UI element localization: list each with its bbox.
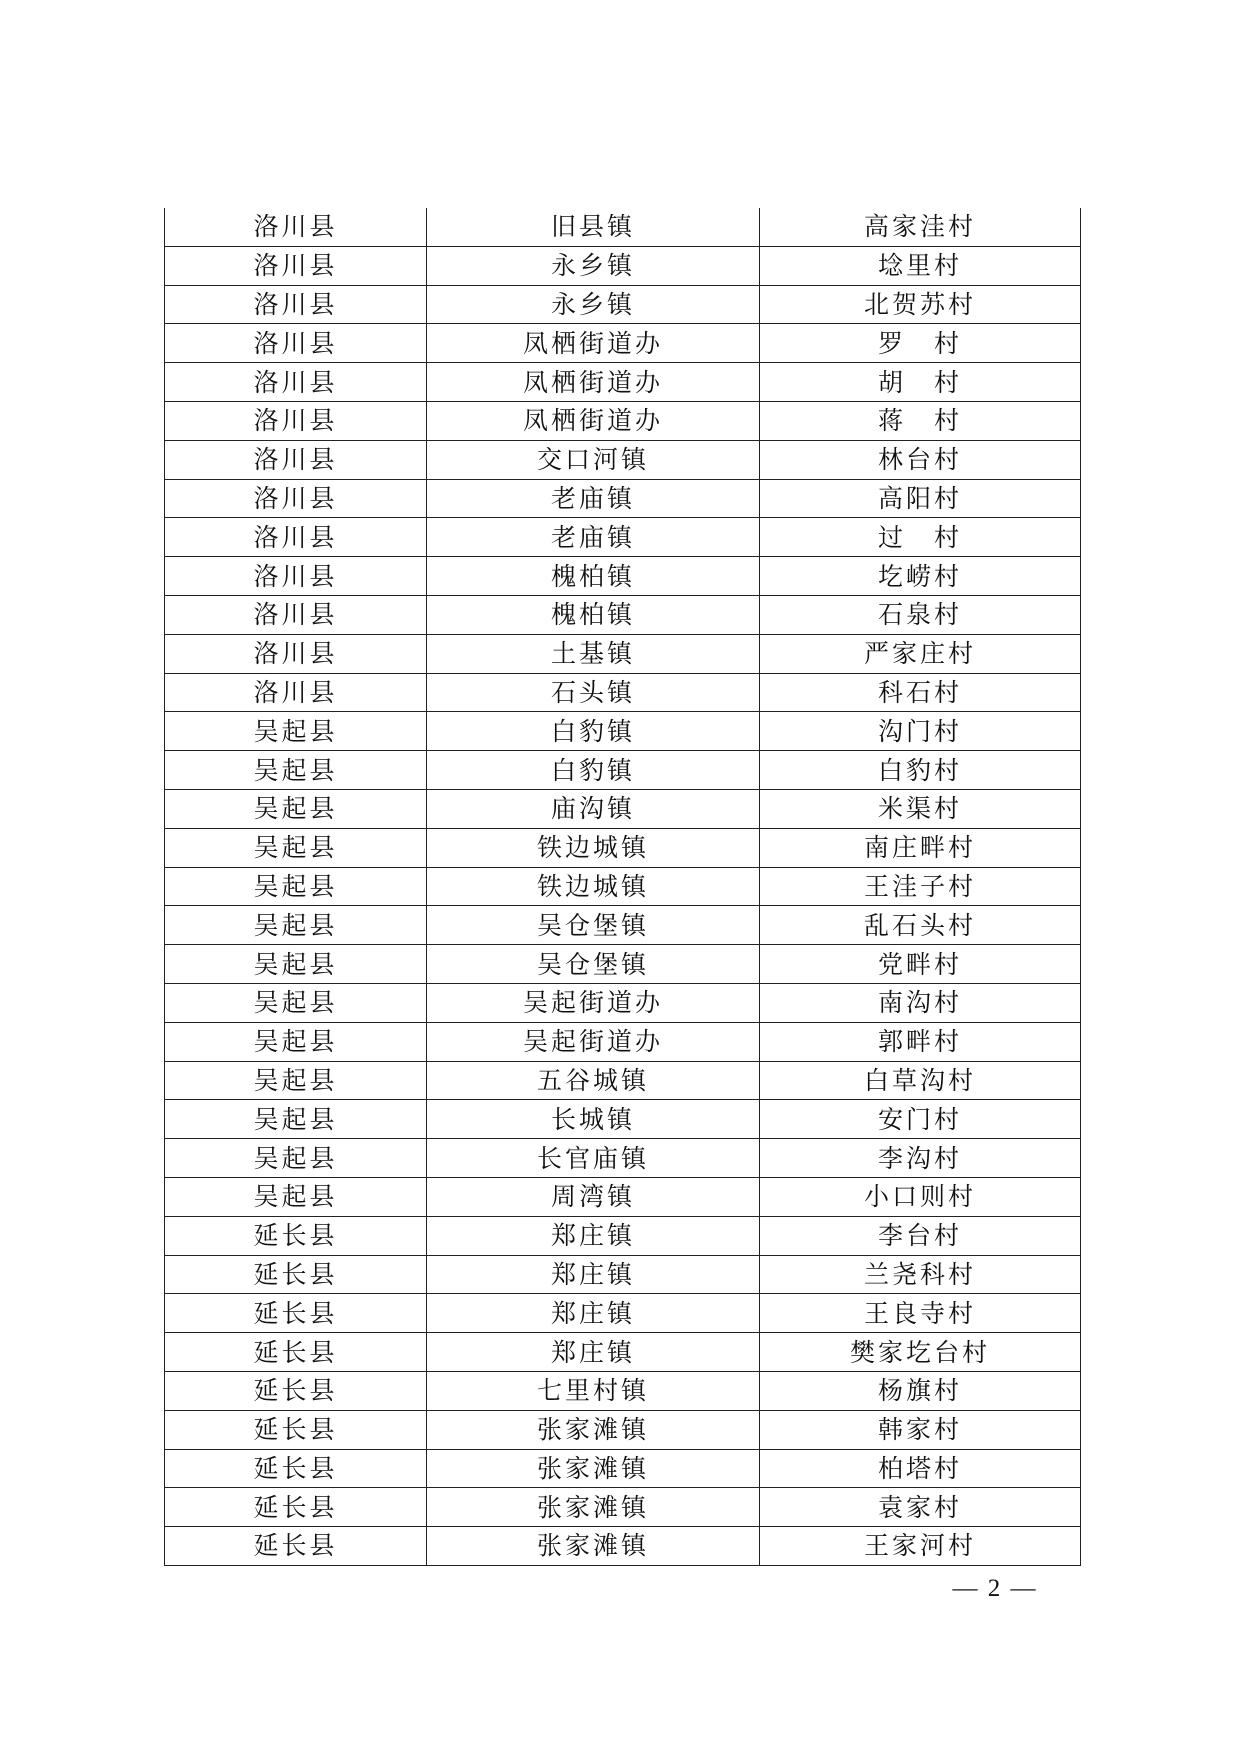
table-row <box>165 828 1081 867</box>
county-cell: 吴起县 <box>165 1177 427 1216</box>
county-cell: 延长县 <box>165 1333 427 1372</box>
table-row <box>165 1333 1081 1372</box>
village-cell: 兰尧科村 <box>760 1255 1081 1294</box>
village-cell: 石泉村 <box>760 595 1081 634</box>
village-cell: 米渠村 <box>760 789 1081 828</box>
county-cell: 延长县 <box>165 1488 427 1527</box>
village-cell: 沟门村 <box>760 712 1081 751</box>
county-cell: 延长县 <box>165 1216 427 1255</box>
town-cell: 旧县镇 <box>427 208 760 246</box>
table-row <box>165 557 1081 596</box>
county-cell: 吴起县 <box>165 1061 427 1100</box>
county-cell: 洛川县 <box>165 595 427 634</box>
table-row <box>165 246 1081 285</box>
town-cell: 周湾镇 <box>427 1177 760 1216</box>
village-cell: 严家庄村 <box>760 634 1081 673</box>
table-row <box>165 1061 1081 1100</box>
village-cell: 北贺苏村 <box>760 285 1081 324</box>
town-cell: 五谷城镇 <box>427 1061 760 1100</box>
table-row <box>165 363 1081 402</box>
table-row <box>165 1294 1081 1333</box>
table-row <box>165 673 1081 712</box>
table-row <box>165 906 1081 945</box>
county-cell: 洛川县 <box>165 440 427 479</box>
village-table-body <box>165 208 1081 1565</box>
village-cell: 小口则村 <box>760 1177 1081 1216</box>
village-cell: 蒋 村 <box>760 401 1081 440</box>
table-row <box>165 634 1081 673</box>
county-cell: 吴起县 <box>165 1139 427 1178</box>
town-cell: 张家滩镇 <box>427 1410 760 1449</box>
town-cell: 郑庄镇 <box>427 1294 760 1333</box>
county-cell: 吴起县 <box>165 712 427 751</box>
village-cell: 柏塔村 <box>760 1449 1081 1488</box>
village-cell: 南沟村 <box>760 983 1081 1022</box>
town-cell: 吴起街道办 <box>427 1022 760 1061</box>
county-cell: 吴起县 <box>165 945 427 984</box>
town-cell: 郑庄镇 <box>427 1333 760 1372</box>
village-cell: 过 村 <box>760 518 1081 557</box>
town-cell: 凤栖街道办 <box>427 363 760 402</box>
town-cell: 吴仓堡镇 <box>427 945 760 984</box>
town-cell: 长城镇 <box>427 1100 760 1139</box>
table-row <box>165 1527 1081 1566</box>
county-cell: 洛川县 <box>165 557 427 596</box>
town-cell: 铁边城镇 <box>427 828 760 867</box>
county-cell: 延长县 <box>165 1255 427 1294</box>
village-cell: 高家洼村 <box>760 208 1081 246</box>
town-cell: 永乡镇 <box>427 246 760 285</box>
town-cell: 郑庄镇 <box>427 1216 760 1255</box>
table-row <box>165 208 1081 246</box>
town-cell: 凤栖街道办 <box>427 324 760 363</box>
village-cell: 王良寺村 <box>760 1294 1081 1333</box>
village-cell: 圪崂村 <box>760 557 1081 596</box>
county-cell: 洛川县 <box>165 634 427 673</box>
town-cell: 庙沟镇 <box>427 789 760 828</box>
town-cell: 七里村镇 <box>427 1371 760 1410</box>
table-row <box>165 1488 1081 1527</box>
village-cell: 南庄畔村 <box>760 828 1081 867</box>
village-cell: 王家河村 <box>760 1527 1081 1566</box>
village-cell: 安门村 <box>760 1100 1081 1139</box>
county-cell: 吴起县 <box>165 828 427 867</box>
county-cell: 洛川县 <box>165 401 427 440</box>
village-cell: 李台村 <box>760 1216 1081 1255</box>
county-cell: 洛川县 <box>165 208 427 246</box>
table-row <box>165 1371 1081 1410</box>
town-cell: 土基镇 <box>427 634 760 673</box>
village-cell: 高阳村 <box>760 479 1081 518</box>
table-row <box>165 983 1081 1022</box>
town-cell: 槐柏镇 <box>427 557 760 596</box>
village-cell: 白豹村 <box>760 751 1081 790</box>
county-cell: 洛川县 <box>165 673 427 712</box>
village-cell: 罗 村 <box>760 324 1081 363</box>
town-cell: 张家滩镇 <box>427 1449 760 1488</box>
town-cell: 白豹镇 <box>427 712 760 751</box>
county-cell: 吴起县 <box>165 789 427 828</box>
town-cell: 吴起街道办 <box>427 983 760 1022</box>
county-cell: 吴起县 <box>165 751 427 790</box>
county-cell: 吴起县 <box>165 867 427 906</box>
county-cell: 洛川县 <box>165 363 427 402</box>
table-row <box>165 595 1081 634</box>
village-cell: 白草沟村 <box>760 1061 1081 1100</box>
county-cell: 洛川县 <box>165 479 427 518</box>
page-number: — 2 — <box>952 1575 1038 1602</box>
table-row <box>165 1177 1081 1216</box>
village-cell: 科石村 <box>760 673 1081 712</box>
town-cell: 槐柏镇 <box>427 595 760 634</box>
village-cell: 韩家村 <box>760 1410 1081 1449</box>
town-cell: 张家滩镇 <box>427 1527 760 1566</box>
county-cell: 延长县 <box>165 1527 427 1566</box>
county-cell: 延长县 <box>165 1410 427 1449</box>
village-cell: 乱石头村 <box>760 906 1081 945</box>
village-cell: 王洼子村 <box>760 867 1081 906</box>
county-cell: 延长县 <box>165 1449 427 1488</box>
county-cell: 吴起县 <box>165 983 427 1022</box>
table-row <box>165 518 1081 557</box>
village-cell: 袁家村 <box>760 1488 1081 1527</box>
table-row <box>165 789 1081 828</box>
table-row <box>165 440 1081 479</box>
town-cell: 吴仓堡镇 <box>427 906 760 945</box>
county-cell: 洛川县 <box>165 324 427 363</box>
town-cell: 永乡镇 <box>427 285 760 324</box>
town-cell: 老庙镇 <box>427 518 760 557</box>
town-cell: 铁边城镇 <box>427 867 760 906</box>
county-cell: 吴起县 <box>165 1100 427 1139</box>
county-cell: 延长县 <box>165 1294 427 1333</box>
table-row <box>165 867 1081 906</box>
village-cell: 郭畔村 <box>760 1022 1081 1061</box>
village-cell: 胡 村 <box>760 363 1081 402</box>
table-row <box>165 1139 1081 1178</box>
table-row <box>165 751 1081 790</box>
village-table <box>164 208 1081 1566</box>
town-cell: 长官庙镇 <box>427 1139 760 1178</box>
table-row <box>165 324 1081 363</box>
table-row <box>165 1216 1081 1255</box>
town-cell: 交口河镇 <box>427 440 760 479</box>
town-cell: 凤栖街道办 <box>427 401 760 440</box>
table-row <box>165 1100 1081 1139</box>
table-row <box>165 712 1081 751</box>
town-cell: 郑庄镇 <box>427 1255 760 1294</box>
town-cell: 老庙镇 <box>427 479 760 518</box>
table-row <box>165 401 1081 440</box>
table-row <box>165 1255 1081 1294</box>
town-cell: 白豹镇 <box>427 751 760 790</box>
county-cell: 洛川县 <box>165 285 427 324</box>
county-cell: 洛川县 <box>165 518 427 557</box>
village-cell: 林台村 <box>760 440 1081 479</box>
county-cell: 吴起县 <box>165 906 427 945</box>
table-row <box>165 1410 1081 1449</box>
town-cell: 张家滩镇 <box>427 1488 760 1527</box>
village-cell: 党畔村 <box>760 945 1081 984</box>
village-cell: 樊家圪台村 <box>760 1333 1081 1372</box>
table-row <box>165 1449 1081 1488</box>
table-row <box>165 945 1081 984</box>
county-cell: 洛川县 <box>165 246 427 285</box>
town-cell: 石头镇 <box>427 673 760 712</box>
table-row <box>165 1022 1081 1061</box>
table-row <box>165 479 1081 518</box>
county-cell: 延长县 <box>165 1371 427 1410</box>
village-cell: 李沟村 <box>760 1139 1081 1178</box>
village-cell: 埝里村 <box>760 246 1081 285</box>
table-row <box>165 285 1081 324</box>
village-cell: 杨旗村 <box>760 1371 1081 1410</box>
county-cell: 吴起县 <box>165 1022 427 1061</box>
